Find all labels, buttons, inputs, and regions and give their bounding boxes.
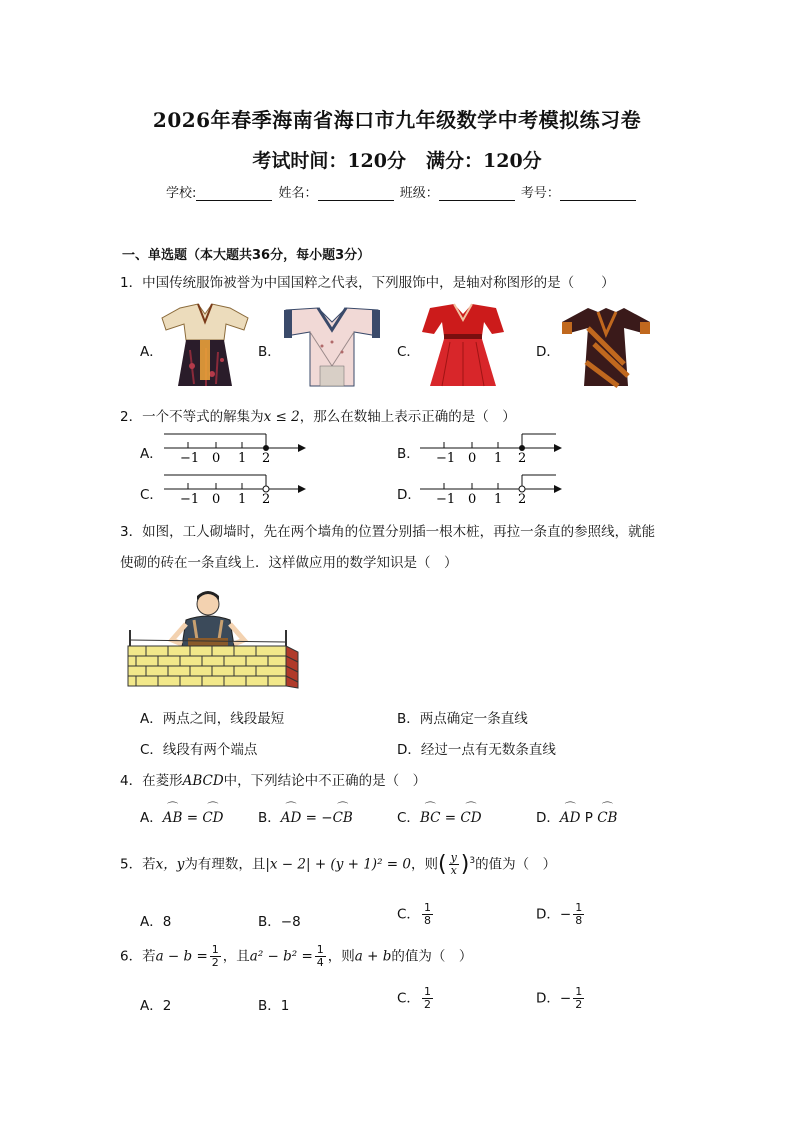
q6-option-a-label: A． bbox=[140, 998, 163, 1014]
q4-option-c[interactable] bbox=[397, 806, 482, 826]
garment-d-image bbox=[558, 304, 654, 388]
q6-stem-a: 6．若 bbox=[120, 948, 156, 965]
q6-option-a[interactable] bbox=[140, 994, 171, 1014]
q2-numberline-b bbox=[416, 428, 562, 466]
q3-stem-line2: 使砌的砖在一条直线上．这样做应用的数学知识是（ ） bbox=[120, 555, 458, 571]
q6-option-c[interactable] bbox=[397, 986, 435, 1011]
q1-stem: 1．中国传统服饰被誉为中国国粹之代表，下列服饰中，是轴对称图形的是（ ） bbox=[120, 275, 615, 291]
q3-option-c[interactable]: C．线段有两个端点 bbox=[140, 742, 258, 758]
q6-option-c-n: 1 bbox=[423, 985, 431, 998]
q6-option-c-label: C． bbox=[397, 990, 420, 1007]
q6-eq2-frac bbox=[315, 944, 326, 969]
q6-option-d-label: D．− bbox=[536, 990, 572, 1007]
section-heading: 一、单选题（本大题共36分，每小题3分） bbox=[122, 248, 371, 263]
q2-numberline-a bbox=[160, 428, 306, 466]
q6-option-b-label: B． bbox=[258, 998, 281, 1014]
q5-stem-c: ，则 bbox=[410, 856, 438, 873]
bricklayer-image bbox=[124, 584, 302, 690]
q2-option-d-label[interactable]: D． bbox=[397, 487, 421, 503]
class-field[interactable] bbox=[439, 187, 515, 201]
q2b-tick-1: 1 bbox=[494, 451, 503, 466]
q2a-tick-1: 1 bbox=[238, 451, 247, 466]
q5-option-c-label: C． bbox=[397, 906, 420, 923]
q2-stem bbox=[120, 405, 516, 425]
q2a-tick-2: 2 bbox=[262, 451, 271, 466]
q4-option-b-op: = − bbox=[301, 810, 333, 826]
q4-option-d-label: D． bbox=[536, 810, 560, 826]
q5-stem-b: 为有理数，且 bbox=[184, 856, 266, 873]
q6-option-b-value: 1 bbox=[280, 998, 290, 1014]
q1-option-a-label[interactable]: A． bbox=[140, 344, 163, 360]
school-label: 学校: bbox=[166, 186, 197, 201]
q5-option-d-n: 1 bbox=[575, 901, 583, 914]
q5-option-d[interactable] bbox=[536, 902, 586, 927]
q6-option-d-frac bbox=[573, 986, 584, 1011]
school-field[interactable] bbox=[196, 187, 272, 201]
exam-score: 满分：120分 bbox=[426, 150, 542, 172]
q4-stem-a: 4．在菱形 bbox=[120, 773, 183, 789]
q6-option-b[interactable] bbox=[258, 994, 289, 1014]
q6-eq1-n: 1 bbox=[211, 943, 219, 956]
q4-stem-b: 中，下列结论中不正确的是（ ） bbox=[223, 773, 427, 789]
q2d-tick-2: 2 bbox=[518, 492, 527, 507]
q1-option-d-label[interactable]: D． bbox=[536, 344, 560, 360]
q2-stem-b: ，那么在数轴上表示正确的是（ ） bbox=[299, 409, 516, 425]
q4-option-d-op: P bbox=[580, 810, 598, 826]
q5-option-d-d: 8 bbox=[575, 914, 583, 927]
q6-stem-b: ，且 bbox=[222, 948, 250, 965]
q4-option-a-right: ⌒ CD bbox=[202, 810, 223, 826]
q5-stem-d: 的值为（ ） bbox=[475, 856, 557, 873]
q2a-tick-neg1: −1 bbox=[180, 451, 200, 466]
q4-option-c-label: C． bbox=[397, 810, 420, 826]
q4-option-b-label: B． bbox=[258, 810, 281, 826]
q1-option-c-label[interactable]: C． bbox=[397, 344, 420, 360]
q6-stem bbox=[120, 944, 472, 969]
q2c-tick-2: 2 bbox=[262, 492, 271, 507]
q5-option-b[interactable] bbox=[258, 910, 301, 930]
q3-option-b[interactable]: B．两点确定一条直线 bbox=[397, 711, 528, 727]
name-label: 姓名： bbox=[278, 186, 318, 201]
q4-option-c-right: ⌒ CD bbox=[460, 810, 481, 826]
q6-option-c-frac bbox=[422, 986, 433, 1011]
q4-stem bbox=[120, 769, 426, 789]
q4-option-d-right: ⌒ CB bbox=[597, 810, 617, 826]
q4-option-c-op: = bbox=[440, 810, 461, 826]
q5-stem: 5．若x，y为有理数，且|x − 2| + (y + 1)² = 0，则( $\frac{y}{x}$ )$^3$的值为（ ） bbox=[120, 851, 557, 877]
q4-option-c-left: ⌒ BC bbox=[420, 810, 441, 826]
q3-stem-line1: 3．如图，工人砌墙时，先在两个墙角的位置分别插一根木桩，再拉一条直的参照线，就能 bbox=[120, 524, 656, 540]
q5-option-a[interactable] bbox=[140, 910, 171, 930]
class-label: 班级： bbox=[399, 186, 439, 201]
q5-frac-numerator: y bbox=[450, 851, 457, 864]
exam-time: 考试时间：120分 bbox=[252, 150, 406, 172]
q6-eq2-n: 1 bbox=[316, 943, 324, 956]
q4-stem-math: ABCD bbox=[182, 773, 224, 789]
q5-option-a-label: A． bbox=[140, 914, 163, 930]
q2a-tick-0: 0 bbox=[212, 451, 221, 466]
name-field[interactable] bbox=[318, 187, 394, 201]
q2c-tick-1: 1 bbox=[238, 492, 247, 507]
q6-stem-d: 的值为（ ） bbox=[391, 948, 473, 965]
q5-option-a-value: 8 bbox=[162, 914, 172, 930]
q4-option-b[interactable] bbox=[258, 806, 353, 826]
q4-option-d-left: ⌒ AD bbox=[560, 810, 581, 826]
q2d-tick-neg1: −1 bbox=[436, 492, 456, 507]
q2c-tick-0: 0 bbox=[212, 492, 221, 507]
q6-stem-eq1: a − b = bbox=[155, 948, 208, 965]
q2-option-b-label[interactable]: B． bbox=[397, 446, 420, 462]
q2d-tick-1: 1 bbox=[494, 492, 503, 507]
q5-option-d-label: D．− bbox=[536, 906, 572, 923]
q5-stem-a: 5．若 bbox=[120, 856, 156, 873]
q4-option-a[interactable] bbox=[140, 806, 223, 826]
q4-option-b-left: ⌒ AD bbox=[281, 810, 302, 826]
q5-stem-vars: x，y bbox=[155, 856, 185, 873]
q4-option-a-op: = bbox=[182, 810, 203, 826]
q2d-tick-0: 0 bbox=[468, 492, 477, 507]
q6-stem-c: ，则 bbox=[327, 948, 355, 965]
exam-subtitle bbox=[0, 146, 794, 173]
q4-option-a-label: A． bbox=[140, 810, 163, 826]
q6-eq1-d: 2 bbox=[211, 956, 219, 969]
q5-option-b-value: −8 bbox=[280, 914, 301, 930]
q5-option-b-label: B． bbox=[258, 914, 281, 930]
number-label: 考号： bbox=[520, 186, 560, 201]
q3-option-a[interactable]: A．两点之间，线段最短 bbox=[140, 711, 285, 727]
q4-option-b-right: ⌒ CB bbox=[333, 810, 353, 826]
q2b-tick-2: 2 bbox=[518, 451, 527, 466]
q6-stem-eq3: a + b bbox=[354, 948, 392, 965]
q5-fraction bbox=[449, 852, 459, 877]
q2b-tick-neg1: −1 bbox=[436, 451, 456, 466]
q2b-tick-0: 0 bbox=[468, 451, 477, 466]
q3-option-d[interactable]: D．经过一点有无数条直线 bbox=[397, 742, 556, 758]
q2-numberline-c bbox=[160, 469, 306, 507]
exam-title: 2026年春季海南省海口市九年级数学中考模拟练习卷 bbox=[152, 108, 642, 132]
q5-option-c-n: 1 bbox=[423, 901, 431, 914]
q6-eq1-frac bbox=[210, 944, 221, 969]
q5-option-c[interactable] bbox=[397, 902, 435, 927]
garment-c-image bbox=[420, 302, 506, 388]
q1-option-b-label[interactable]: B． bbox=[258, 344, 281, 360]
q2-stem-a: 2．一个不等式的解集为 bbox=[120, 409, 264, 425]
q4-option-d[interactable] bbox=[536, 806, 617, 826]
q6-eq2-d: 4 bbox=[316, 956, 324, 969]
q6-option-d-d: 2 bbox=[575, 998, 583, 1011]
q6-option-c-d: 2 bbox=[423, 998, 431, 1011]
q2c-tick-neg1: −1 bbox=[180, 492, 200, 507]
student-info bbox=[166, 182, 638, 201]
q2-stem-math: x ≤ 2 bbox=[263, 409, 300, 425]
q2-option-c-label[interactable]: C． bbox=[140, 487, 163, 503]
q5-option-c-frac bbox=[422, 902, 433, 927]
q2-option-a-label[interactable]: A． bbox=[140, 446, 163, 462]
q6-option-a-value: 2 bbox=[162, 998, 172, 1014]
garment-a-image bbox=[160, 300, 250, 388]
q4-option-a-left: ⌒ AB bbox=[163, 810, 183, 826]
q2-numberline-d bbox=[416, 469, 562, 507]
q5-option-d-frac bbox=[573, 902, 584, 927]
q6-option-d[interactable] bbox=[536, 986, 586, 1011]
garment-b-image bbox=[282, 306, 382, 388]
q5-option-c-d: 8 bbox=[423, 914, 431, 927]
q6-stem-eq2: a² − b² = bbox=[249, 948, 313, 965]
q5-stem-eq: |x − 2| + (y + 1)² = 0 bbox=[265, 856, 411, 873]
q6-option-d-n: 1 bbox=[575, 985, 583, 998]
number-field[interactable] bbox=[560, 187, 636, 201]
q5-frac-denominator: x bbox=[450, 864, 457, 877]
